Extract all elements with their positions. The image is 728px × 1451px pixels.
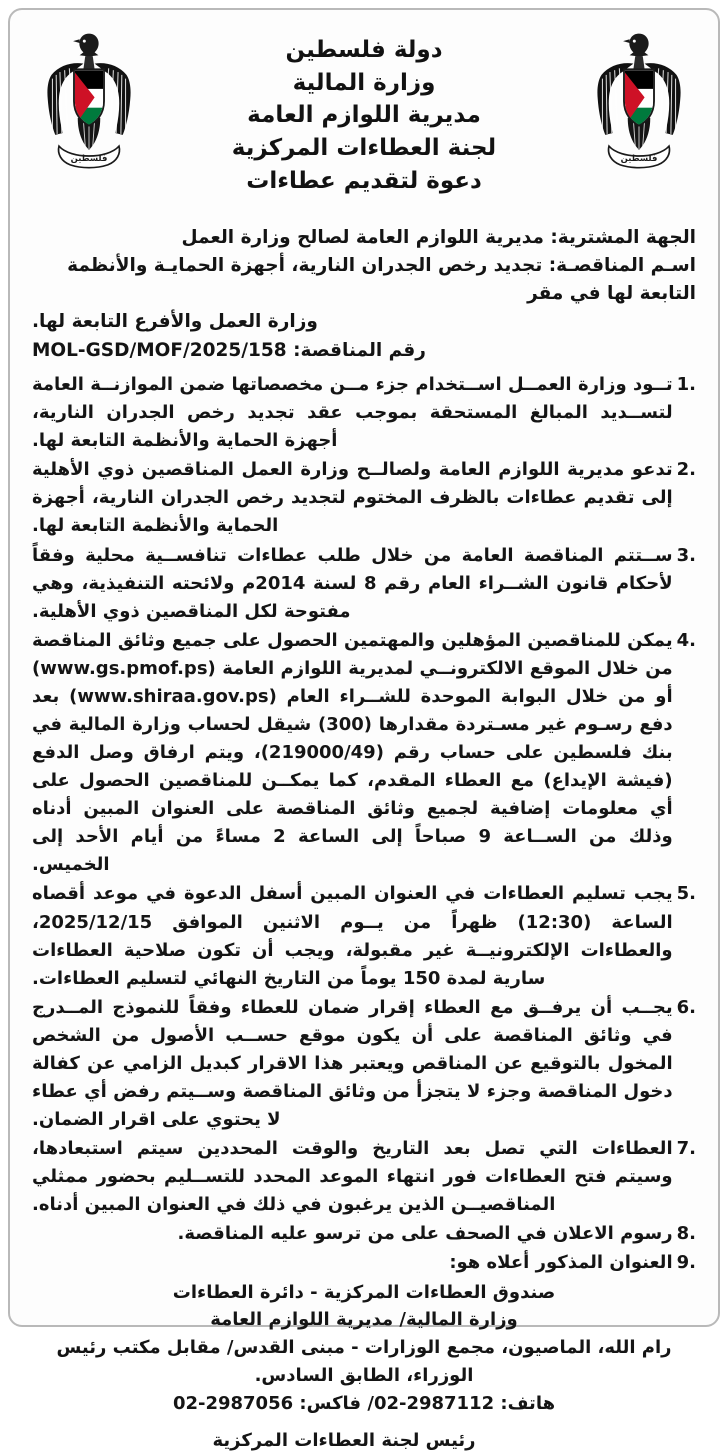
svg-text:فلسطين: فلسطين [620,153,658,164]
clause-item [32,371,696,455]
tender-name-line-2: وزارة العمل والأفرع التابعة لها. [32,311,318,333]
clause-text: يمكن للمناقصين المؤهلين والمهتمين الحصول على جميع وثائق المناقصة من خلال الموقع الالكترونــي لمديرية اللوازم العامة (www.gs.pmof.ps) أو من خلال البوابة الموحدة للشــراء العام (www.shiraa.gov.ps) بعد دفع رسـوم غير مسـتردة مقدارها (300) شيقل لحساب وزارة المالية في بنك فلسطين على حساب رقم (219000/49)، ويتم ارفاق وصل الدفع (فيشة الإيداع) مع العطاء المقدم، كما يمكــن للمناقصين الحصول على أي معلومات إضافية لجميع وثائق المناقصة على العنوان المبين أدناه وذلك من الســاعة 9 صباحاً إلى الساعة 2 مساءً من أيام الأحد إلى الخميس. [32,629,673,876]
clause-item [32,1135,696,1219]
tender-number-label: رقم المناقصة: [293,340,426,362]
clause-item [32,1249,696,1277]
clause-item [32,542,696,626]
clause-number: 2. [676,459,696,481]
clause-text: العطاءات التي تصل بعد التاريخ والوقت المحددين سيتم استبعادها، وسيتم فتح العطاءات فور انتهاء الموعد المحدد للتســليم بحضور ممثلي المناقصيــن الذين يرغبون في ذلك في العنوان المبين أدناه. [32,1138,673,1216]
clause-number: 5. [676,883,696,905]
phone-number: 02-2987112 [373,1393,495,1415]
clause-text: يجــب أن يرفــق مع العطاء إقرار ضمان للعطاء وفقاً للنموذج المــدرج في وثائق المناقصة على أن يكون موقع حســب الأصول من الشخص المخول بالتوقيع عن المناقص ويعتبر هذا الاقرار كبديل الزامي عن كفالة دخول المناقصة وجزء لا يتجزأ من وثائق المناقصة وســيتم رفض أي عطاء لا يحتوي على اقرار الضمان. [32,996,673,1131]
clause-number: 3. [676,544,696,566]
signature-line: رئيس لجنة العطاءات المركزية [212,1429,476,1451]
address-line-contact [32,1390,696,1418]
clause-list [32,371,696,1278]
clause-number: 7. [676,1138,696,1160]
header-line-committee: لجنة العطاءات المركزية [231,134,497,161]
clause-number: 4. [676,629,696,651]
palestinian-coat-of-arms-icon-secondary [42,28,136,178]
fax-label: فاكس: [299,1393,362,1415]
tender-subject-block [32,224,696,366]
masthead [32,24,696,220]
clause-text: يجب تسليم العطاءات في العنوان المبين أسفل الدعوة في موعد أقصاه الساعة (12:30) ظهراً من يــوم الاثنين الموافق 2025/12/15، والعطاءات الإلكترونيــة غير مقبولة، ويجب أن تكون صلاحية العطاءات سارية لمدة 150 يوماً من التاريخ النهائي لتسليم العطاءات. [32,883,673,989]
contact-separator: / [367,1393,374,1415]
address-line-ministry: وزارة المالية/ مديرية اللوازم العامة [210,1309,518,1331]
address-line-location: رام الله، الماصيون، مجمع الوزارات - مبنى القدس/ مقابل مكتب رئيس الوزراء، الطابق السادس. [56,1337,672,1387]
address-line-tender-box: صندوق العطاءات المركزية - دائرة العطاءات [172,1281,556,1303]
clause-item [32,456,696,540]
fax-number: 02-2987056 [172,1393,294,1415]
tender-number-value: MOL-GSD/MOF/2025/158 [32,340,287,362]
clause-text: رسوم الاعلان في الصحف على من ترسو عليه المناقصة. [177,1223,673,1245]
clause-text: ســتتم المناقصة العامة من خلال طلب عطاءات تنافســية محلية وفقاً لأحكام قانون الشــراء العام رقم 8 لسنة 2014م ولائحته التنفيذية، وهي مفتوحة لكل المناقصين ذوي الأهلية. [32,544,673,622]
phone-label: هاتف: [500,1393,556,1415]
clause-item [32,627,696,880]
clause-item [32,994,696,1134]
purchasing-entity-line: الجهة المشترية: مديرية اللوازم العامة لصالح وزارة العمل [181,227,696,248]
clause-item [32,1220,696,1248]
header-line-directorate: مديرية اللوازم العامة [247,102,481,129]
address-block [32,1279,696,1418]
palestinian-coat-of-arms-icon [592,28,686,178]
announcement-sheet [8,8,720,1451]
clause-text: العنوان المذكور أعلاه هو: [449,1252,673,1274]
clause-number: 6. [676,996,696,1018]
svg-text:فلسطين: فلسطين [70,153,108,164]
tender-number-row [32,336,696,366]
tender-name-line-1: اسـم المناقصـة: تجديد رخص الجدران النارية، أجهزة الحمايـة والأنظمة التابعة لها في مقر [67,255,696,305]
clause-item [32,880,696,992]
header-line-ministry: وزارة المالية [292,69,436,96]
clause-text: تــود وزارة العمــل اســتخدام جزء مــن مخصصاتها ضمن الموازنــة العامة لتســديد المبالغ المستحقة بموجب عقد تجديد رخص الجدران النارية، أجهزة الحماية والأنظمة التابعة لها. [32,374,673,452]
clause-number: 8. [676,1223,696,1245]
header-line-invitation: دعوة لتقديم عطاءات [246,167,482,194]
clause-text: تدعو مديرية اللوازم العامة ولصالــح وزارة العمل المناقصين ذوي الأهلية إلى تقديم عطاءات بالظرف المختوم لتجديد رخص الجدران النارية، أجهزة الحماية والأنظمة التابعة لها. [32,459,673,537]
clause-number: 9. [676,1252,696,1274]
header-line-state: دولة فلسطين [285,37,443,63]
clause-number: 1. [676,374,696,396]
